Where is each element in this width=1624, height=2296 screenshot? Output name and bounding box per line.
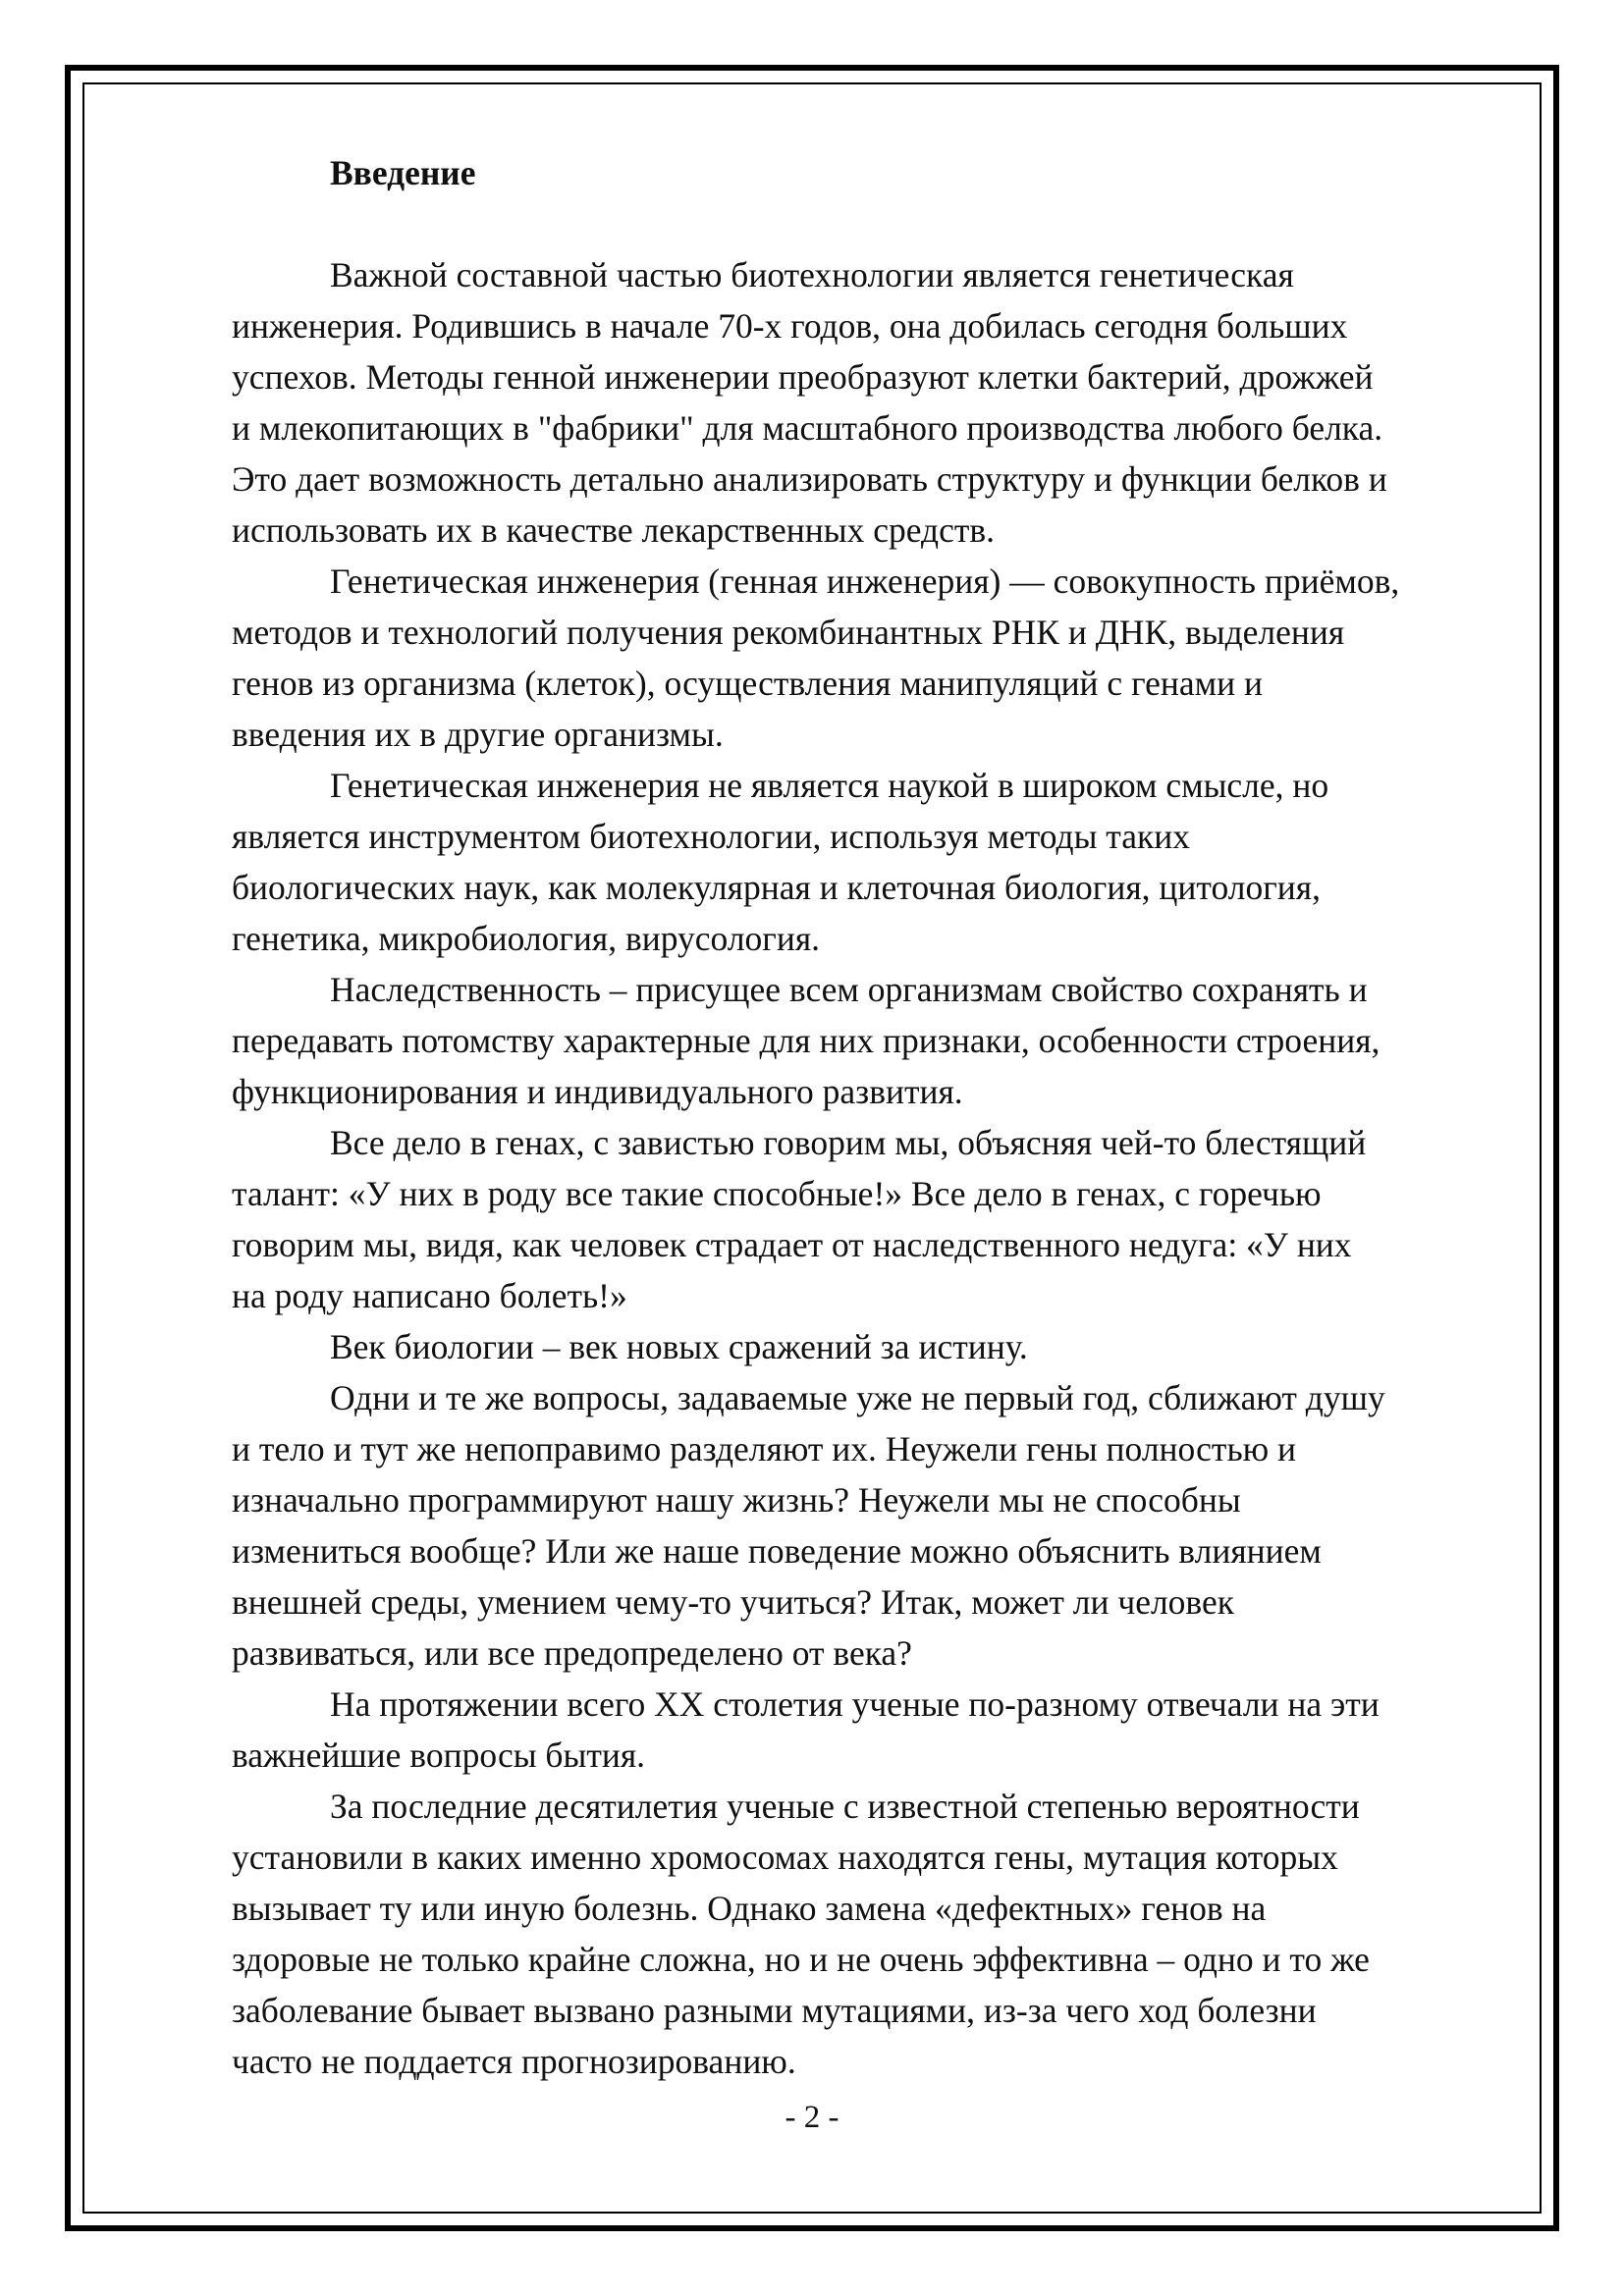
section-heading: Введение [330,153,476,192]
text-line: Это дает возможность детально анализировать структуру и функции белков и [232,459,1387,499]
text-line: За последние десятилетия ученые с известной степенью вероятности [330,1787,1360,1826]
text-line: передавать потомству характерные для них признаки, особенности строения, [232,1021,1380,1060]
document-body [232,147,1508,2087]
text-line: инженерия. Родившись в начале 70-х годов, она добилась сегодня больших [232,306,1348,346]
paragraph [232,760,1508,964]
page-number: - 2 - [785,2100,839,2135]
text-line: является инструментом биотехнологии, используя методы таких [232,817,1190,856]
text-line: внешней среды, умением чему-то учиться? Итак, может ли человек [232,1582,1234,1622]
text-line: Век биологии – век новых сражений за истину. [330,1327,1028,1366]
text-line: методов и технологий получения рекомбинантных РНК и ДНК, выделения [232,613,1345,652]
paragraph [232,249,1508,556]
text-line: Генетическая инженерия не является наукой в широком смысле, но [330,766,1329,805]
text-line: использовать их в качестве лекарственных средств. [232,510,995,550]
paragraph [232,1372,1508,1679]
text-line: важнейшие вопросы бытия. [232,1735,646,1775]
paragraph [232,556,1508,760]
text-line: говорим мы, видя, как человек страдает от наследственного недуга: «У них [232,1225,1352,1264]
text-line: На протяжении всего XX столетия ученые по-разному отвечали на эти [330,1684,1380,1724]
paragraph [232,964,1508,1117]
text-line: талант: «У них в роду все такие способные!» Все дело в генах, с горечью [232,1174,1322,1213]
text-line: развиваться, или все предопределено от века? [232,1633,912,1673]
paragraph [232,1117,1508,1321]
text-line: на роду написано болеть!» [232,1276,627,1315]
paragraph [232,1679,1508,1781]
text-line: Важной составной частью биотехнологии является генетическая [330,255,1294,294]
text-line: Генетическая инженерия (генная инженерия) — совокупность приёмов, [330,561,1400,601]
paragraphs-container [232,249,1508,2087]
text-line: генов из организма (клеток), осуществления манипуляций с генами и [232,664,1264,703]
text-line: заболевание бывает вызвано разными мутациями, из-за чего ход болезни [232,1991,1317,2030]
text-line: Наследственность – присущее всем организмам свойство сохранять и [330,970,1368,1009]
text-line: и млекопитающих в "фабрики" для масштабного производства любого белка. [232,408,1383,448]
text-line: и тело и тут же непоправимо разделяют их. Неужели гены полностью и [232,1429,1297,1468]
text-line: Все дело в генах, с завистью говорим мы, объясняя чей-то блестящий [330,1123,1367,1162]
text-line: установили в каких именно хромосомах находятся гены, мутация которых [232,1838,1338,1877]
text-line: измениться вообще? Или же наше поведение можно объяснить влиянием [232,1531,1322,1571]
text-line: биологических наук, как молекулярная и клеточная биология, цитология, [232,868,1321,907]
text-line: часто не поддается прогнозированию. [232,2042,796,2081]
text-line: функционирования и индивидуального развития. [232,1072,963,1111]
text-line: генетика, микробиология, вирусология. [232,919,821,958]
text-line: введения их в другие организмы. [232,715,724,754]
text-line: здоровые не только крайне сложна, но и не очень эффективна – одно и то же [232,1940,1370,1979]
text-line: успехов. Методы генной инженерии преобразуют клетки бактерий, дрожжей [232,357,1374,397]
text-line: вызывает ту или иную болезнь. Однако замена «дефектных» генов на [232,1889,1267,1928]
paragraph [232,1321,1508,1372]
text-line: изначально программируют нашу жизнь? Неужели мы не способны [232,1480,1241,1520]
paragraph [232,1781,1508,2087]
text-line: Одни и те же вопросы, задаваемые уже не первый год, сближают душу [330,1378,1385,1417]
